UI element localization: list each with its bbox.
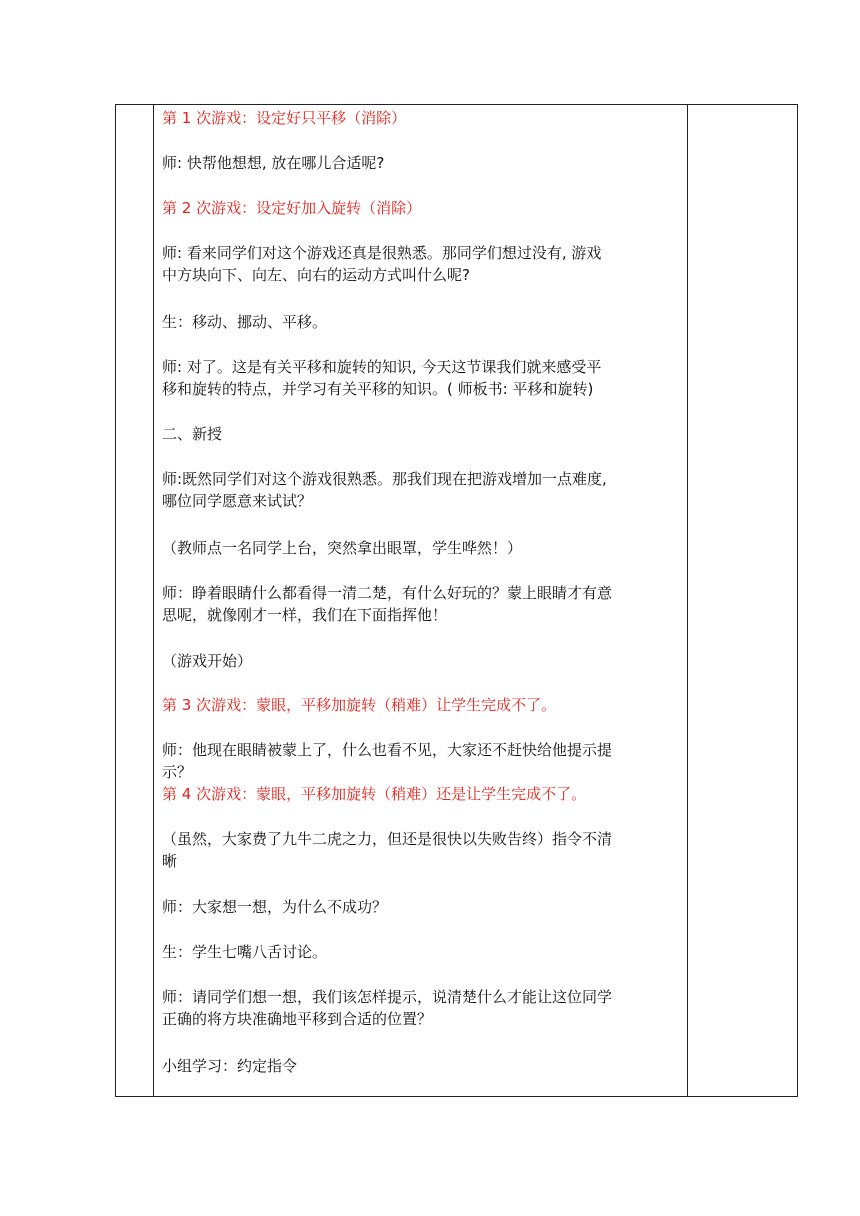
lesson-plan-table <box>115 104 798 1097</box>
game-2-heading: 第 2 次游戏：设定好加入旋转（消除） <box>162 199 422 217</box>
game-3-heading: 第 3 次游戏：蒙眼，平移加旋转（稍难）让学生完成不了。 <box>162 696 557 714</box>
game-4-heading: 第 4 次游戏：蒙眼，平移加旋转（稍难）还是让学生完成不了。 <box>162 785 587 803</box>
content-cell <box>154 105 688 1097</box>
teacher-line: 师：他现在眼睛被蒙上了，什么也看不见，大家还不赶快给他提示提 <box>162 741 613 759</box>
teacher-line: 师: 看来同学们对这个游戏还真是很熟悉。那同学们想过没有, 游戏 <box>162 244 602 262</box>
right-notes-cell <box>688 105 798 1097</box>
teacher-line: 师：请同学们想一想，我们该怎样提示，说清楚什么才能让这位同学 <box>162 988 613 1006</box>
table-row <box>116 105 798 1097</box>
teacher-line: 思呢，就像刚才一样，我们在下面指挥他！ <box>162 606 448 624</box>
teacher-line: 师: 对了。这是有关平移和旋转的知识, 今天这节课我们就来感受平 <box>162 358 602 376</box>
game-1-heading: 第 1 次游戏：设定好只平移（消除） <box>162 109 407 127</box>
teacher-line: 师:既然同学们对这个游戏很熟悉。那我们现在把游戏增加一点难度, <box>162 470 607 488</box>
student-line: 生：学生七嘴八舌讨论。 <box>162 943 328 961</box>
teacher-line: 示？ <box>162 763 193 781</box>
stage-direction: （教师点一名同学上台，突然拿出眼罩，学生哗然！） <box>162 539 523 557</box>
stage-direction: （游戏开始） <box>162 652 253 670</box>
teacher-line: 师：大家想一想，为什么不成功？ <box>162 898 388 916</box>
teacher-line: 哪位同学愿意来试试？ <box>162 492 313 510</box>
teacher-line: 中方块向下、向左、向右的运动方式叫什么呢? <box>162 266 470 284</box>
teacher-line: 师：睁着眼睛什么都看得一清二楚，有什么好玩的？蒙上眼睛才有意 <box>162 584 613 602</box>
student-line: 生：移动、挪动、平移。 <box>162 313 328 331</box>
left-margin-cell <box>116 105 154 1097</box>
teacher-line: 师: 快帮他想想, 放在哪儿合适呢? <box>162 154 385 172</box>
section-heading: 二、新授 <box>162 425 223 443</box>
stage-direction: （虽然，大家费了九牛二虎之力，但还是很快以失败告终）指令不清 <box>162 830 613 848</box>
group-study-heading: 小组学习：约定指令 <box>162 1057 298 1075</box>
stage-direction: 晰 <box>162 852 178 870</box>
teacher-line: 正确的将方块准确地平移到合适的位置？ <box>162 1010 433 1028</box>
teacher-line: 移和旋转的特点，并学习有关平移的知识。( 师板书: 平移和旋转) <box>162 380 594 398</box>
